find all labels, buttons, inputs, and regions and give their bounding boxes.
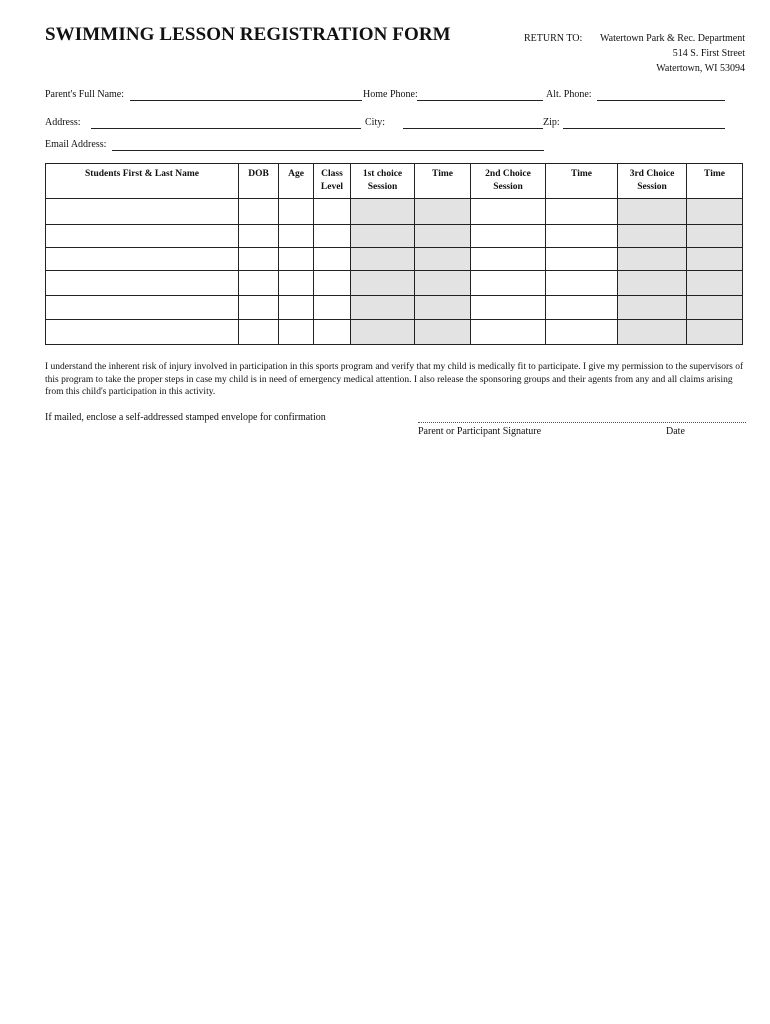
table-cell[interactable]	[46, 296, 239, 320]
parent-name-field[interactable]	[130, 100, 362, 101]
zip-label: Zip:	[543, 117, 560, 128]
waiver-text: I understand the inherent risk of injury involved in participation in this sports program and verify that my child is medically fit to participate. I give my permission to the supervisors of this program to take the proper steps in case my child is in need of emergency medical attention. I also release the sponsoring groups and their agents from any and all claims arising from this child's participation in this activity.	[45, 362, 744, 397]
header-2nd-time: Time	[546, 164, 618, 199]
table-row	[46, 271, 743, 296]
table-cell[interactable]	[239, 296, 279, 320]
table-cell[interactable]	[239, 320, 279, 345]
table-cell[interactable]	[314, 248, 351, 271]
table-cell[interactable]	[546, 271, 618, 296]
table-cell[interactable]	[239, 248, 279, 271]
table-cell[interactable]	[687, 199, 743, 225]
table-cell[interactable]	[415, 296, 471, 320]
table-cell[interactable]	[314, 271, 351, 296]
table-row	[46, 320, 743, 345]
table-row	[46, 199, 743, 225]
table-cell[interactable]	[546, 296, 618, 320]
alt-phone-field[interactable]	[597, 100, 725, 101]
table-cell[interactable]	[471, 248, 546, 271]
table-cell[interactable]	[46, 199, 239, 225]
date-label: Date	[666, 426, 685, 437]
alt-phone-label: Alt. Phone:	[546, 89, 592, 100]
table-cell[interactable]	[546, 248, 618, 271]
header-2nd-choice-session: 2nd Choice Session	[471, 164, 546, 199]
table-cell[interactable]	[471, 271, 546, 296]
table-cell[interactable]	[46, 248, 239, 271]
email-field[interactable]	[112, 150, 544, 151]
table-cell[interactable]	[546, 320, 618, 345]
table-cell[interactable]	[314, 320, 351, 345]
return-address-line-2: 514 S. First Street	[672, 48, 745, 59]
table-cell[interactable]	[46, 271, 239, 296]
table-row	[46, 248, 743, 271]
table-cell[interactable]	[351, 199, 415, 225]
table-cell[interactable]	[239, 271, 279, 296]
table-cell[interactable]	[687, 320, 743, 345]
table-cell[interactable]	[351, 248, 415, 271]
mail-note: If mailed, enclose a self-addressed stamped envelope for confirmation	[45, 412, 326, 423]
table-cell[interactable]	[314, 225, 351, 248]
table-cell[interactable]	[687, 296, 743, 320]
zip-field[interactable]	[563, 128, 725, 129]
table-cell[interactable]	[546, 199, 618, 225]
signature-line[interactable]	[418, 422, 746, 423]
table-cell[interactable]	[279, 296, 314, 320]
table-cell[interactable]	[546, 225, 618, 248]
header-dob: DOB	[239, 164, 279, 199]
table-cell[interactable]	[314, 199, 351, 225]
table-row	[46, 296, 743, 320]
header-3rd-choice-session: 3rd Choice Session	[618, 164, 687, 199]
table-cell[interactable]	[239, 199, 279, 225]
home-phone-field[interactable]	[417, 100, 543, 101]
form-title: SWIMMING LESSON REGISTRATION FORM	[45, 24, 451, 45]
table-cell[interactable]	[471, 225, 546, 248]
header-age: Age	[279, 164, 314, 199]
table-cell[interactable]	[46, 225, 239, 248]
table-cell[interactable]	[618, 225, 687, 248]
table-cell[interactable]	[279, 225, 314, 248]
table-cell[interactable]	[687, 271, 743, 296]
table-cell[interactable]	[618, 320, 687, 345]
table-cell[interactable]	[314, 296, 351, 320]
table-cell[interactable]	[471, 320, 546, 345]
address-label: Address:	[45, 117, 81, 128]
table-cell[interactable]	[687, 248, 743, 271]
table-cell[interactable]	[415, 248, 471, 271]
table-cell[interactable]	[415, 199, 471, 225]
registration-table	[45, 163, 743, 345]
header-3rd-time: Time	[687, 164, 743, 199]
return-to-label: RETURN TO:	[524, 33, 583, 44]
table-cell[interactable]	[279, 199, 314, 225]
table-cell[interactable]	[415, 271, 471, 296]
table-row	[46, 225, 743, 248]
table-cell[interactable]	[415, 320, 471, 345]
table-cell[interactable]	[351, 225, 415, 248]
table-cell[interactable]	[279, 320, 314, 345]
table-header-row	[46, 164, 743, 199]
header-class-level: Class Level	[314, 164, 351, 199]
table-cell[interactable]	[239, 225, 279, 248]
return-address-line-3: Watertown, WI 53094	[656, 63, 745, 74]
table-cell[interactable]	[687, 225, 743, 248]
table-cell[interactable]	[415, 225, 471, 248]
table-cell[interactable]	[279, 271, 314, 296]
table-cell[interactable]	[618, 199, 687, 225]
home-phone-label: Home Phone:	[363, 89, 418, 100]
city-label: City:	[365, 117, 386, 128]
table-cell[interactable]	[471, 296, 546, 320]
table-cell[interactable]	[351, 271, 415, 296]
table-cell[interactable]	[351, 320, 415, 345]
header-1st-choice-session: 1st choice Session	[351, 164, 415, 199]
table-cell[interactable]	[279, 248, 314, 271]
table-cell[interactable]	[618, 271, 687, 296]
table-cell[interactable]	[471, 199, 546, 225]
table-cell[interactable]	[351, 296, 415, 320]
table-cell[interactable]	[618, 296, 687, 320]
city-field[interactable]	[403, 128, 543, 129]
signature-label: Parent or Participant Signature	[418, 426, 542, 437]
address-field[interactable]	[91, 128, 361, 129]
return-address-line-1: Watertown Park & Rec. Department	[600, 33, 745, 44]
email-label: Email Address:	[45, 139, 107, 150]
table-cell[interactable]	[46, 320, 239, 345]
header-1st-time: Time	[415, 164, 471, 199]
header-student-name: Students First & Last Name	[46, 164, 239, 199]
table-cell[interactable]	[618, 248, 687, 271]
parent-name-label: Parent's Full Name:	[45, 89, 125, 100]
